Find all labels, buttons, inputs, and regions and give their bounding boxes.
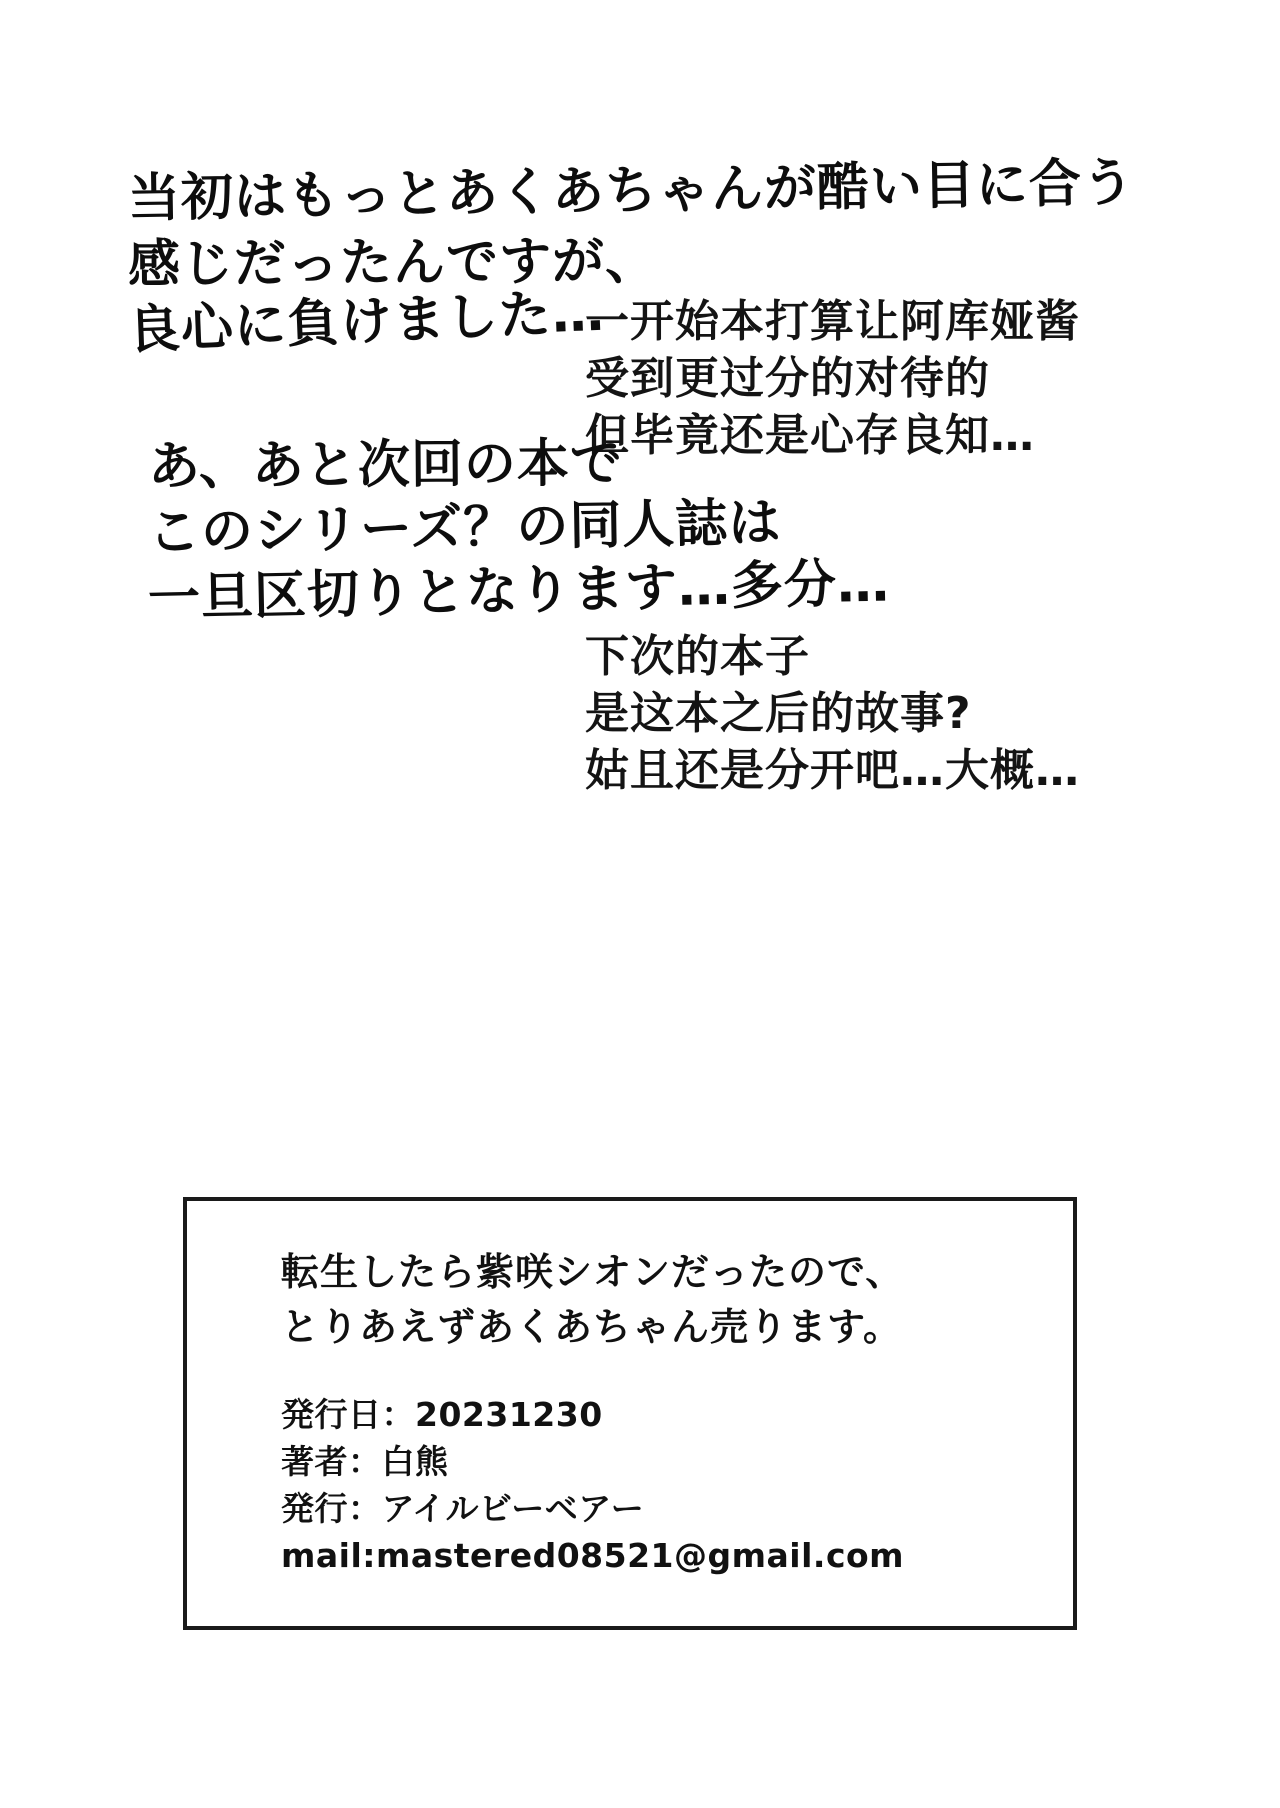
jp-comment-line: 感じだったんですが、: [127, 231, 659, 295]
cn-translation-line: 下次的本子: [585, 631, 810, 682]
colophon-box: [183, 1197, 1077, 1630]
jp-comment-line: 当初はもっとあくあちゃんが酷い目に合う: [127, 153, 1136, 229]
cn-translation-line: 但毕竟还是心存良知…: [585, 410, 1035, 461]
cn-translation-line: 是这本之后的故事?: [585, 688, 972, 739]
mail-line: mail:mastered08521@gmail.com: [281, 1536, 905, 1575]
cn-translation-line: 一开始本打算让阿库娅酱: [585, 296, 1080, 347]
jp-comment-line: あ、あと次回の本で: [147, 433, 624, 497]
jp-comment-line: 良心に負けました…: [126, 282, 606, 361]
book-title: [281, 1245, 1053, 1355]
book-title-line: 転生したら紫咲シオンだったので、: [281, 1250, 905, 1294]
cn-translation-block-2: [585, 628, 1080, 799]
jp-comment-line: このシリーズ？の同人誌は: [147, 493, 782, 563]
author-line: 著者：白熊: [281, 1442, 449, 1481]
cn-translation-line: 姑且还是分开吧…大概…: [585, 745, 1080, 796]
jp-comment-block-2: [148, 434, 890, 632]
jp-comment-line: 一旦区切りとなります…多分…: [147, 553, 891, 629]
publisher-line: 発行：アイルビーベアー: [281, 1489, 645, 1528]
colophon-content: [187, 1201, 1073, 1579]
publish-date-line: 発行日：20231230: [281, 1395, 603, 1434]
cn-translation-line: 受到更过分的对待的: [585, 353, 990, 404]
colophon-spacer: [281, 1355, 1053, 1391]
colophon-credits: [281, 1391, 1053, 1579]
book-title-line: とりあえずあくあちゃん売ります。: [281, 1305, 902, 1349]
